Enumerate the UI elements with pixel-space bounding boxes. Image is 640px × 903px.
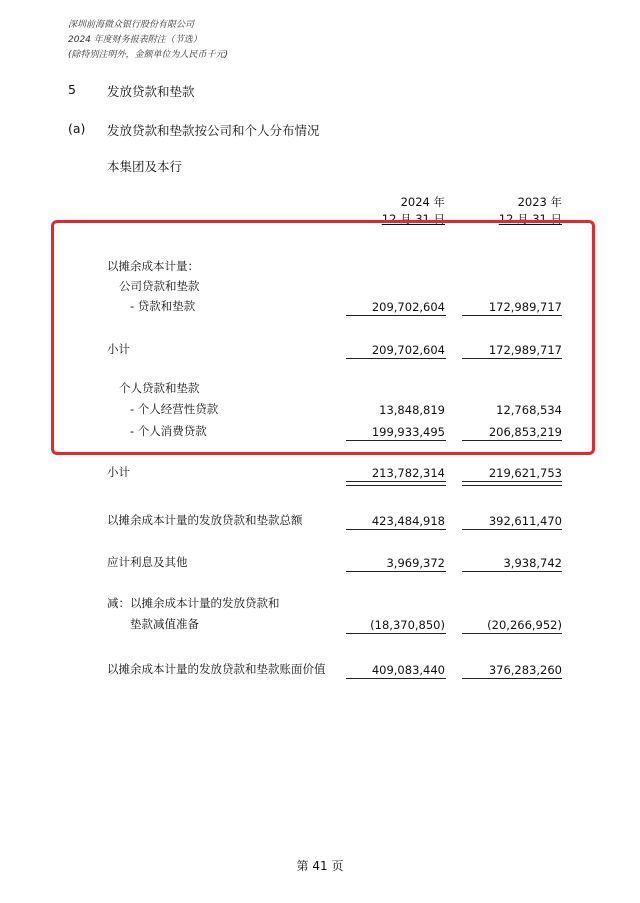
gross-total-2023: 392,611,470 — [488, 514, 562, 528]
less-label-line1: 减：以摊余成本计量的发放贷款和 — [107, 596, 280, 610]
underline — [462, 485, 562, 486]
gross-total-label: 以摊余成本计量的发放贷款和垫款总额 — [107, 513, 303, 527]
col-2024-year: 2024 年 — [400, 195, 445, 209]
section-number: 5 — [68, 82, 76, 97]
highlight-box — [51, 220, 595, 455]
corp-loans-2023: 172,989,717 — [488, 300, 562, 314]
personal-business-2023: 12,768,534 — [496, 403, 562, 417]
subsection-title: 发放贷款和垫款按公司和个人分布情况 — [107, 123, 320, 138]
subtotal1-2023: 172,989,717 — [488, 343, 562, 357]
underline — [346, 571, 446, 572]
section-title: 发放贷款和垫款 — [107, 84, 195, 99]
subtotal2-2024: 213,782,314 — [371, 466, 445, 480]
corp-loans-2024: 209,702,604 — [371, 300, 445, 314]
page-number: 第 41 页 — [296, 859, 344, 873]
subsection-number: (a) — [68, 121, 86, 136]
underline — [346, 481, 446, 482]
subtotal2-label: 小计 — [107, 465, 130, 479]
header-company: 深圳前海微众银行股份有限公司 — [68, 20, 195, 30]
subtotal1-2024: 209,702,604 — [371, 343, 445, 357]
personal-business-label: - 个人经营性贷款 — [130, 402, 219, 416]
underline — [462, 529, 562, 530]
underline — [346, 633, 446, 634]
net-total-2023: 376,283,260 — [488, 663, 562, 677]
underline — [462, 678, 562, 679]
underline — [346, 678, 446, 679]
less-2024: (18,370,850) — [370, 618, 445, 632]
less-2023: (20,266,952) — [487, 618, 562, 632]
underline — [346, 529, 446, 530]
underline — [462, 633, 562, 634]
underline — [462, 481, 562, 482]
col-2023-date: 12 月 31 日 — [498, 212, 562, 226]
interest-2024: 3,969,372 — [386, 556, 445, 570]
amortized-cost-label: 以摊余成本计量： — [107, 259, 199, 273]
personal-consumer-label: - 个人消费贷款 — [130, 424, 207, 438]
header-report: 2024 年度财务报表附注（节选） — [68, 35, 202, 45]
underline — [346, 485, 446, 486]
underline — [462, 571, 562, 572]
less-label-line2: 垫款减值准备 — [130, 617, 199, 631]
personal-consumer-2023: 206,853,219 — [488, 425, 562, 439]
interest-label: 应计利息及其他 — [107, 555, 188, 569]
net-total-label: 以摊余成本计量的发放贷款和垫款账面价值 — [107, 662, 326, 676]
subtotal1-label: 小计 — [107, 342, 130, 356]
corporate-label: 公司贷款和垫款 — [119, 279, 200, 293]
corp-loans-label: - 贷款和垫款 — [130, 299, 196, 313]
personal-consumer-2024: 199,933,495 — [371, 425, 445, 439]
personal-business-2024: 13,848,819 — [379, 403, 445, 417]
col-2024-date: 12 月 31 日 — [381, 212, 445, 226]
personal-label: 个人贷款和垫款 — [119, 381, 200, 395]
subtotal2-2023: 219,621,753 — [488, 466, 562, 480]
scope-label: 本集团及本行 — [107, 159, 183, 174]
header-unit-note: (除特别注明外，金额单位为人民币千元) — [68, 50, 229, 60]
net-total-2024: 409,083,440 — [371, 663, 445, 677]
interest-2023: 3,938,742 — [503, 556, 562, 570]
col-2023-year: 2023 年 — [517, 195, 562, 209]
gross-total-2024: 423,484,918 — [371, 514, 445, 528]
